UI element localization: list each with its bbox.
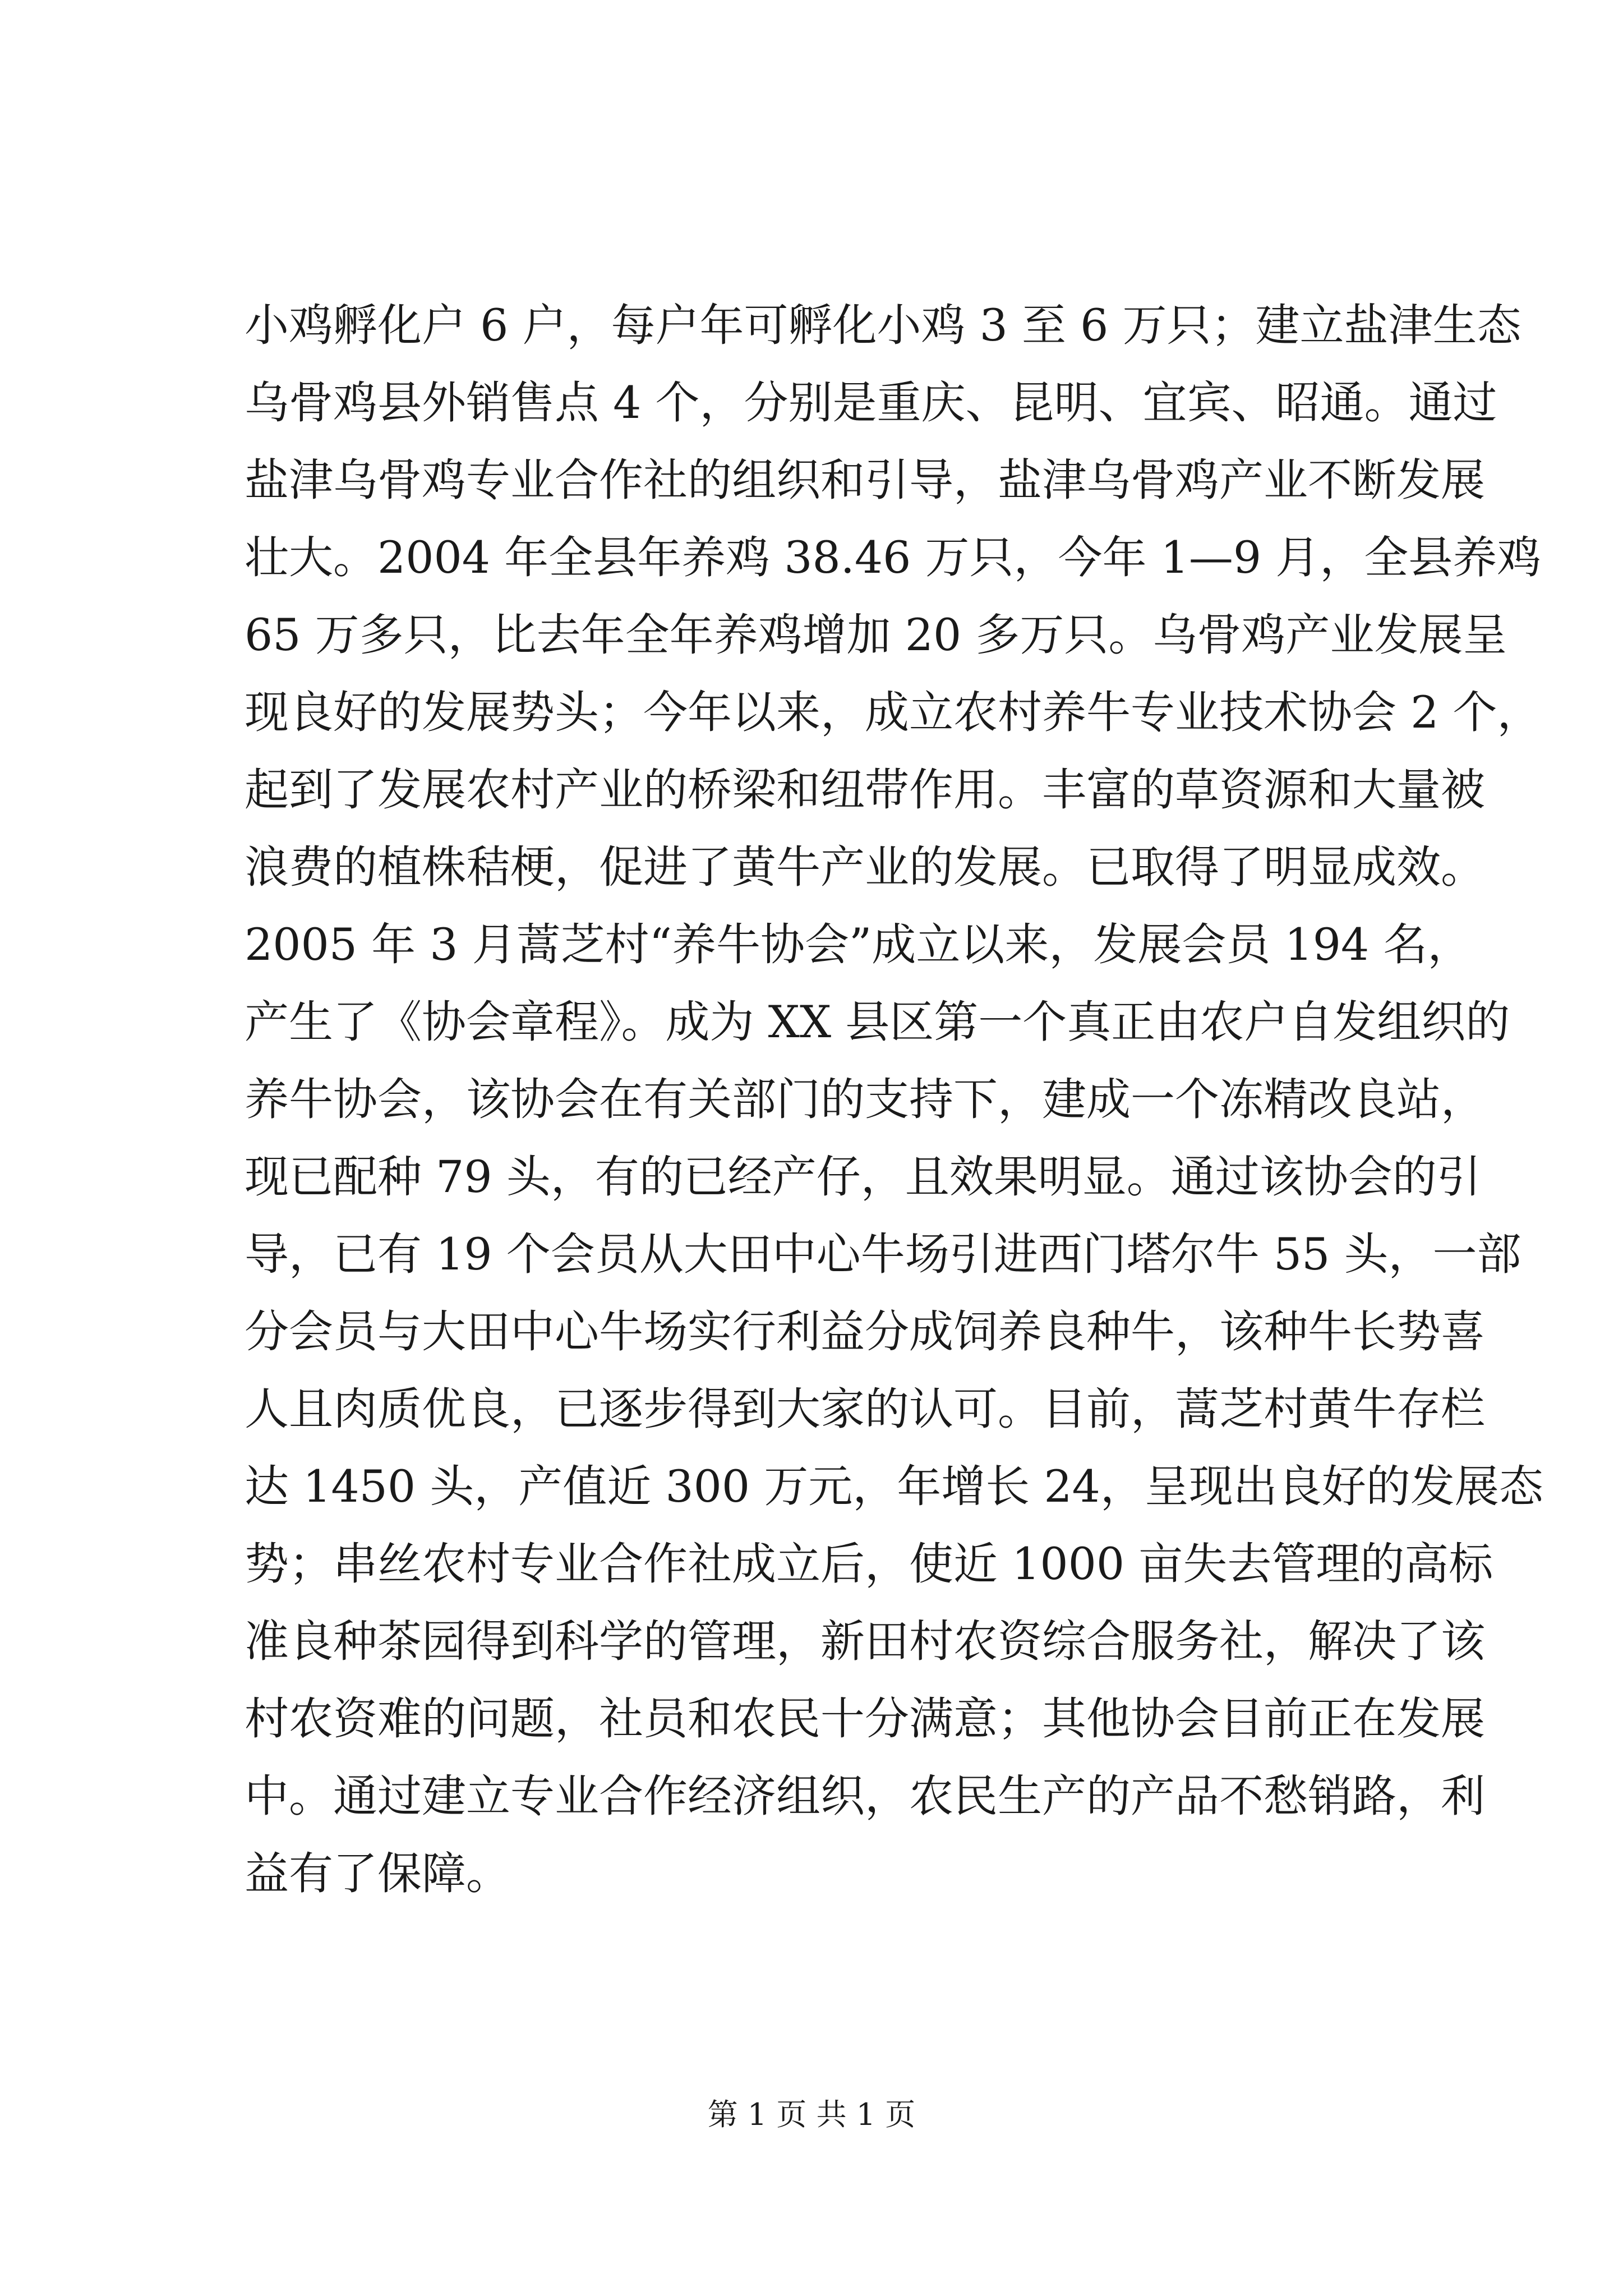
text-line: 浪费的植株秸梗，促进了黄牛产业的发展。已取得了明显成效。 (245, 841, 1485, 893)
text-line: 达 1450 头，产值近 300 万元，年增长 24，呈现出良好的发展态 (245, 1461, 1543, 1512)
text-line: 益有了保障。 (245, 1848, 510, 1899)
text-line: 准良种茶园得到科学的管理，新田村农资综合服务社，解决了该 (245, 1616, 1485, 1667)
text-line: 人且肉质优良，已逐步得到大家的认可。目前，蒿芝村黄牛存栏 (245, 1383, 1485, 1435)
text-line: 势；串丝农村专业合作社成立后，使近 1000 亩失去管理的高标 (245, 1538, 1493, 1590)
text-line: 分会员与大田中心牛场实行利益分成饲养良种牛，该种牛长势喜 (245, 1306, 1485, 1358)
text-line: 村农资难的问题，社员和农民十分满意；其他协会目前正在发展 (245, 1693, 1485, 1745)
text-line: 现良好的发展势头；今年以来，成立农村养牛专业技术协会 2 个， (245, 687, 1542, 738)
text-line: 起到了发展农村产业的桥梁和纽带作用。丰富的草资源和大量被 (245, 764, 1485, 816)
page-footer (0, 2095, 1623, 2134)
text-line: 壮大。2004 年全县年养鸡 38.46 万只，今年 1—9 月，全县养鸡 (245, 532, 1542, 583)
text-line: 养牛协会，该协会在有关部门的支持下，建成一个冻精改良站， (245, 1074, 1485, 1125)
page-number-label: 第 1 页 共 1 页 (707, 2097, 916, 2132)
text-line: 现已配种 79 头，有的已经产仔，且效果明显。通过该协会的引 (245, 1151, 1481, 1203)
text-line: 2005 年 3 月蒿芝村“养牛协会”成立以来，发展会员 194 名， (245, 919, 1472, 970)
text-line: 产生了《协会章程》。成为 XX 县区第一个真正由农户自发组织的 (245, 996, 1510, 1048)
text-line: 中。通过建立专业合作经济组织，农民生产的产品不愁销路，利 (245, 1770, 1485, 1822)
text-line: 导，已有 19 个会员从大田中心牛场引进西门塔尔牛 55 头，一部 (245, 1228, 1521, 1280)
text-line: 小鸡孵化户 6 户，每户年可孵化小鸡 3 至 6 万只；建立盐津生态 (245, 300, 1521, 351)
text-line: 乌骨鸡县外销售点 4 个，分别是重庆、昆明、宜宾、昭通。通过 (245, 377, 1497, 429)
text-line: 65 万多只，比去年全年养鸡增加 20 多万只。乌骨鸡产业发展呈 (245, 609, 1507, 661)
text-line: 盐津乌骨鸡专业合作社的组织和引导，盐津乌骨鸡产业不断发展 (245, 454, 1485, 506)
